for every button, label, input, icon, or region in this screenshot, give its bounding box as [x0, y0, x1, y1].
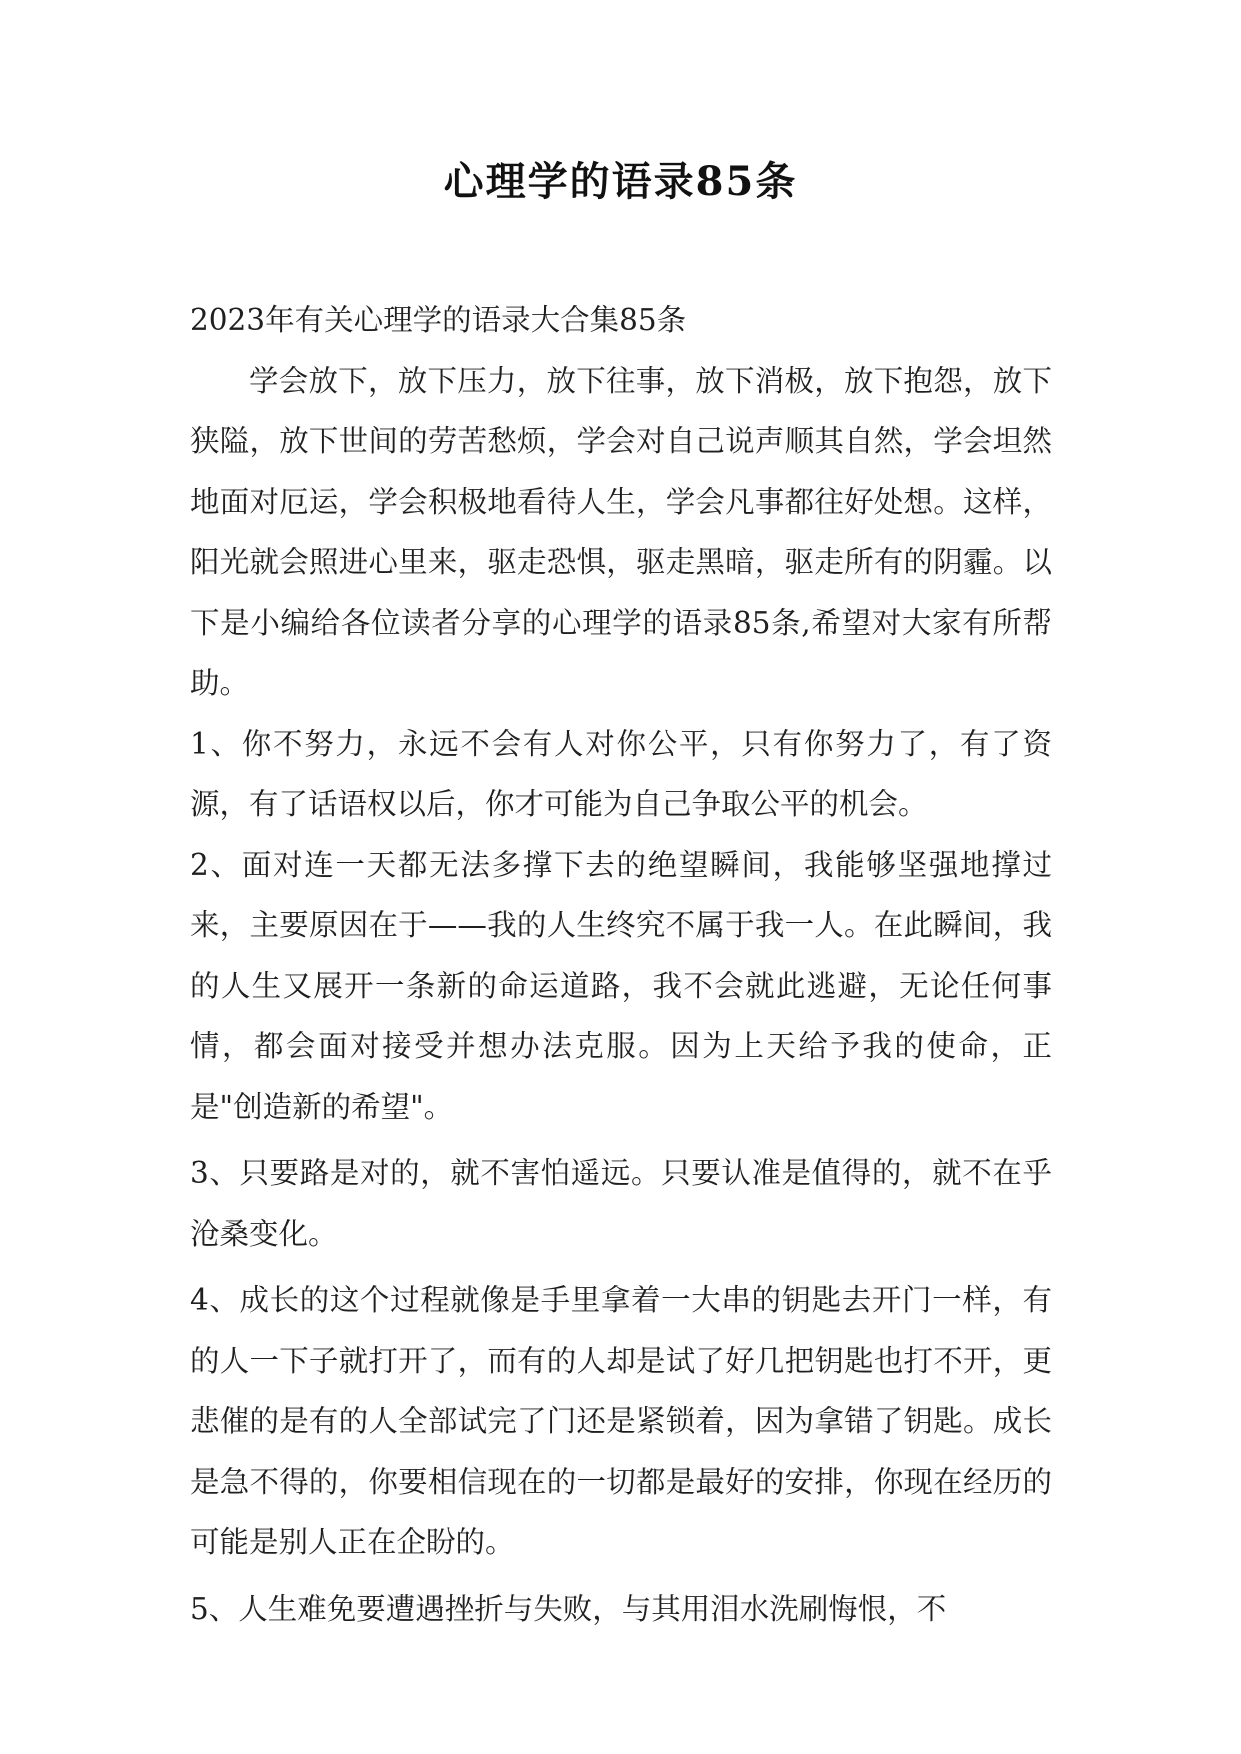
quote-item-5: 5、人生难免要遭遇挫折与失败，与其用泪水洗刷悔恨，不	[190, 1591, 947, 1626]
quote-item-1: 1、你不努力，永远不会有人对你公平，只有你努力了，有了资源，有了话语权以后，你才可能为自己争取公平的机会。	[190, 726, 1052, 821]
quote-item-3: 3、只要路是对的，就不害怕遥远。只要认准是值得的，就不在乎沧桑变化。	[190, 1156, 1052, 1251]
quote-item-2: 2、面对连一天都无法多撑下去的绝望瞬间，我能够坚强地撑过来，主要原因在于——我的人生终究不属于我一人。在此瞬间，我的人生又展开一条新的命运道路，我不会就此逃避，无论任何事情，都会面对接受并想办法克服。因为上天给予我的使命，正是"创造新的希望"。	[190, 847, 1052, 1124]
document-subtitle: 2023年有关心理学的语录大合集85条	[190, 303, 687, 337]
quote-item-4: 4、成长的这个过程就像是手里拿着一大串的钥匙去开门一样，有的人一下子就打开了，而有的人却是试了好几把钥匙也打不开，更悲催的是有的人全部试完了门还是紧锁着，因为拿错了钥匙。成长是急不得的，你要相信现在的一切都是最好的安排，你现在经历的可能是别人正在企盼的。	[190, 1283, 1052, 1559]
document-body	[190, 290, 1052, 1639]
document-title: 心理学的语录85条	[443, 158, 798, 205]
intro-paragraph: 学会放下，放下压力，放下往事，放下消极，放下抱怨，放下狭隘，放下世间的劳苦愁烦，学会对自己说声顺其自然，学会坦然地面对厄运，学会积极地看待人生，学会凡事都往好处想。这样，阳光就会照进心里来，驱走恐惧，驱走黑暗，驱走所有的阴霾。以下是小编给各位读者分享的心理学的语录85条,希望对大家有所帮助。	[190, 363, 1052, 700]
